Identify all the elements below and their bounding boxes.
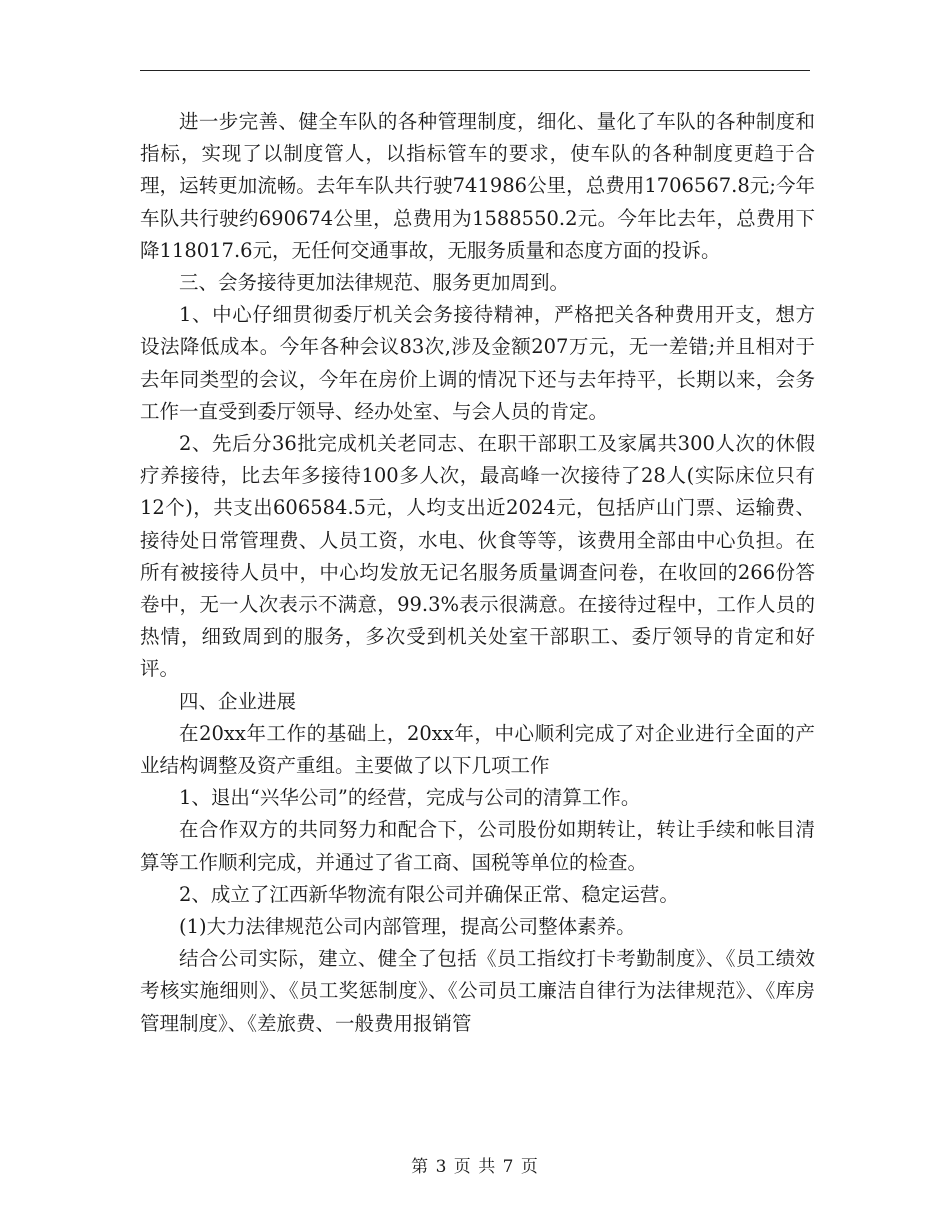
paragraph: 2、先后分36批完成机关老同志、在职干部职工及家属共300人次的休假疗养接待，比去年多接待100多人次，最高峰一次接待了28人(实际床位只有12个)，共支出606584.5元，人均支出近2024元，包括庐山门票、运输费、接待处日常管理费、人员工资，水电、伙食等等，该费用全部由中心负担。在所有被接待人员中，中心均发放无记名服务质量调查问卷，在收回的266份答卷中，无一人次表示不满意，99.3%表示很满意。在接待过程中，工作人员的热情，细致周到的服务，多次受到机关处室干部职工、委厅领导的肯定和好评。 — [140, 432, 815, 681]
paragraph: (1)大力法律规范公司内部管理，提高公司整体素养。 — [179, 915, 636, 939]
paragraph: 在合作双方的共同努力和配合下，公司股份如期转让，转让手续和帐目清算等工作顺利完成，并通过了省工商、国税等单位的检查。 — [140, 818, 815, 874]
header-rule — [140, 70, 810, 71]
document-body — [140, 106, 815, 1040]
paragraph: 1、中心仔细贯彻委厅机关会务接待精神，严格把关各种费用开支，想方设法降低成本。今年各种会议83次,涉及金额207万元，无一差错;并且相对于去年同类型的会议，今年在房价上调的情况下还与去年持平，长期以来，会务工作一直受到委厅领导、经办处室、与会人员的肯定。 — [140, 303, 815, 423]
paragraph: 进一步完善、健全车队的各种管理制度，细化、量化了车队的各种制度和指标，实现了以制度管人，以指标管车的要求，使车队的各种制度更趋于合理，运转更加流畅。去年车队共行驶741986公里，总费用1706567.8元;今年车队共行驶约690674公里，总费用为1588550.2元。今年比去年，总费用下降118017.6元，无任何交通事故，无服务质量和态度方面的投诉。 — [140, 110, 815, 262]
section-heading: 三、会务接待更加法律规范、服务更加周到。 — [179, 271, 570, 295]
paragraph: 2、成立了江西新华物流有限公司并确保正常、稳定运营。 — [179, 882, 679, 906]
page-number-footer: 第 3 页 共 7 页 — [411, 1157, 539, 1177]
paragraph: 结合公司实际，建立、健全了包括《员工指纹打卡考勤制度》、《员工绩效考核实施细则》、《员工奖惩制度》、《公司员工廉洁自律行为法律规范》、《库房管理制度》、《差旅费、一般费用报销管 — [140, 947, 815, 1035]
section-heading: 四、企业进展 — [179, 689, 297, 713]
paragraph: 1、退出“兴华公司”的经营，完成与公司的清算工作。 — [179, 786, 641, 810]
paragraph: 在20xx年工作的基础上，20xx年，中心顺利完成了对企业进行全面的产业结构调整及资产重组。主要做了以下几项工作 — [140, 721, 815, 778]
